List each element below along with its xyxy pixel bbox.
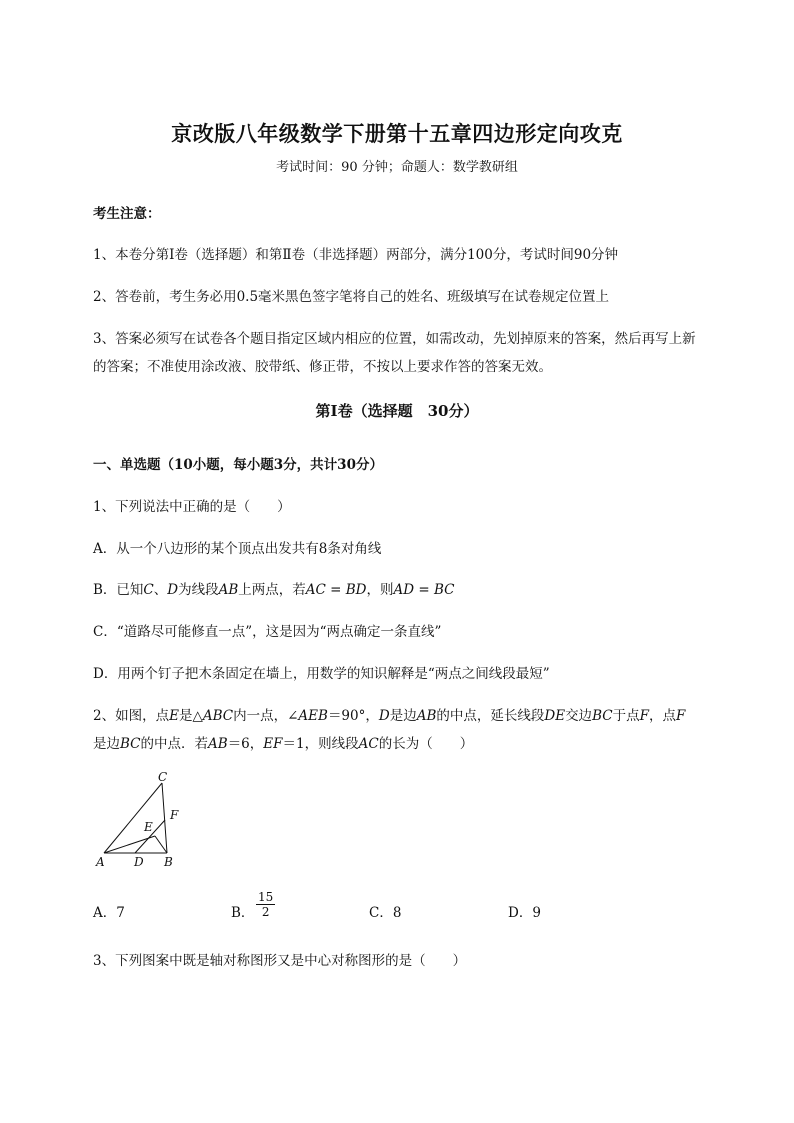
result: AD = BC (393, 582, 455, 598)
q2-stem-line1 (93, 704, 685, 724)
q2-text: 于点 (612, 708, 640, 724)
q2-text: 交边 (565, 708, 593, 724)
var-d: D (378, 708, 390, 724)
q1-option-a: A．从一个八边形的某个顶点出发共有8条对角线 (93, 541, 382, 557)
q2-option-b-fraction (256, 890, 275, 919)
var-abc: ABC (202, 708, 234, 724)
q2-text: ＝6， (227, 736, 264, 752)
q1-option-d: D．用两个钉子把木条固定在墙上，用数学的知识解释是“两点之间线段最短” (93, 666, 550, 682)
q2-option-c: C．8 (369, 905, 402, 921)
label-b: B (164, 855, 173, 869)
notice-item-1: 1、本卷分第Ⅰ卷（选择题）和第Ⅱ卷（非选择题）两部分，满分100分，考试时间90分钟 (93, 247, 619, 263)
var-ab: AB (218, 582, 239, 598)
var-de: DE (544, 708, 566, 724)
q1-b-mid: 为线段 (178, 582, 219, 598)
section-title: 第Ⅰ卷（选择题 30分） (315, 402, 479, 420)
q2-text: 的中点，延长线段 (436, 708, 545, 724)
var-bc: BC (592, 708, 613, 724)
part-heading: 一、单选题（10小题，每小题3分，共计30分） (93, 457, 383, 473)
notice-heading: 考生注意： (93, 206, 161, 222)
label-d: D (134, 855, 144, 869)
segment-bc (162, 783, 167, 853)
notice-item-2: 2、答卷前，考生务必用0.5毫米黑色签字笔将自己的姓名、班级填写在试卷规定位置上 (93, 289, 610, 305)
q3-stem: 3、下列图案中既是轴对称图形又是中心对称图形的是（ ） (93, 953, 467, 969)
var-e: E (169, 708, 179, 724)
condition: AC = BD (305, 582, 367, 598)
q2-text: ＝1，则线段 (282, 736, 359, 752)
segment-ac (104, 783, 162, 853)
triangle-figure (90, 770, 200, 870)
var-ac: AC (358, 736, 379, 752)
label-c: C (158, 770, 168, 784)
var-f: F (639, 708, 649, 724)
var-ab: AB (416, 708, 437, 724)
q2-text: ，点 (648, 708, 676, 724)
q2-text: 是△ (178, 708, 203, 724)
notice-item-3-cont: 的答案；不准使用涂改液、胶带纸、修正带，不按以上要求作答的答案无效。 (93, 359, 552, 375)
segment-eb (155, 836, 167, 853)
fraction-numerator: 15 (258, 890, 274, 904)
q1-stem: 1、下列说法中正确的是（ ） (93, 499, 291, 515)
q2-option-b-prefix: B． (231, 905, 255, 921)
page-title: 京改版八年级数学下册第十五章四边形定向攻克 (171, 121, 623, 146)
var-ef: EF (263, 736, 283, 752)
notice-item-3: 3、答案必须写在试卷各个题目指定区域内相应的位置，如需改动，先划掉原来的答案，然后再写上新 (93, 331, 696, 347)
var-ab: AB (208, 736, 228, 752)
q2-text: 是边 (389, 708, 417, 724)
fraction-denominator: 2 (261, 905, 270, 919)
q1-option-b (93, 578, 454, 598)
q1-option-c: C．“道路尽可能修直一点”，这是因为“两点确定一条直线” (93, 624, 442, 640)
var-f: F (675, 708, 686, 724)
q2-stem-line2 (93, 732, 473, 752)
q2-text: 内一点，∠ (233, 708, 299, 724)
q1-b-mid2: 上两点，若 (238, 582, 306, 598)
label-a: A (96, 855, 105, 869)
var-aeb: AEB (298, 708, 328, 724)
q2-option-d: D．9 (508, 905, 541, 921)
label-e: E (144, 820, 153, 834)
q2-text: 的长为（ ） (378, 736, 474, 752)
q2-text: 2、如图，点 (93, 708, 170, 724)
label-f: F (170, 808, 179, 822)
var-c: C (143, 582, 154, 598)
exam-info: 考试时间：90 分钟；命题人：数学教研组 (276, 160, 518, 175)
var-d: D (167, 582, 179, 598)
q2-option-a: A．7 (93, 905, 125, 921)
q1-b-prefix: B．已知 (93, 582, 144, 598)
var-bc: BC (120, 736, 141, 752)
q1-b-sep: 、 (153, 582, 168, 598)
q2-text: 的中点．若 (140, 736, 209, 752)
q2-text: ＝90°， (327, 708, 379, 724)
q1-b-mid3: ，则 (366, 582, 394, 598)
q2-text: 是边 (93, 736, 120, 752)
